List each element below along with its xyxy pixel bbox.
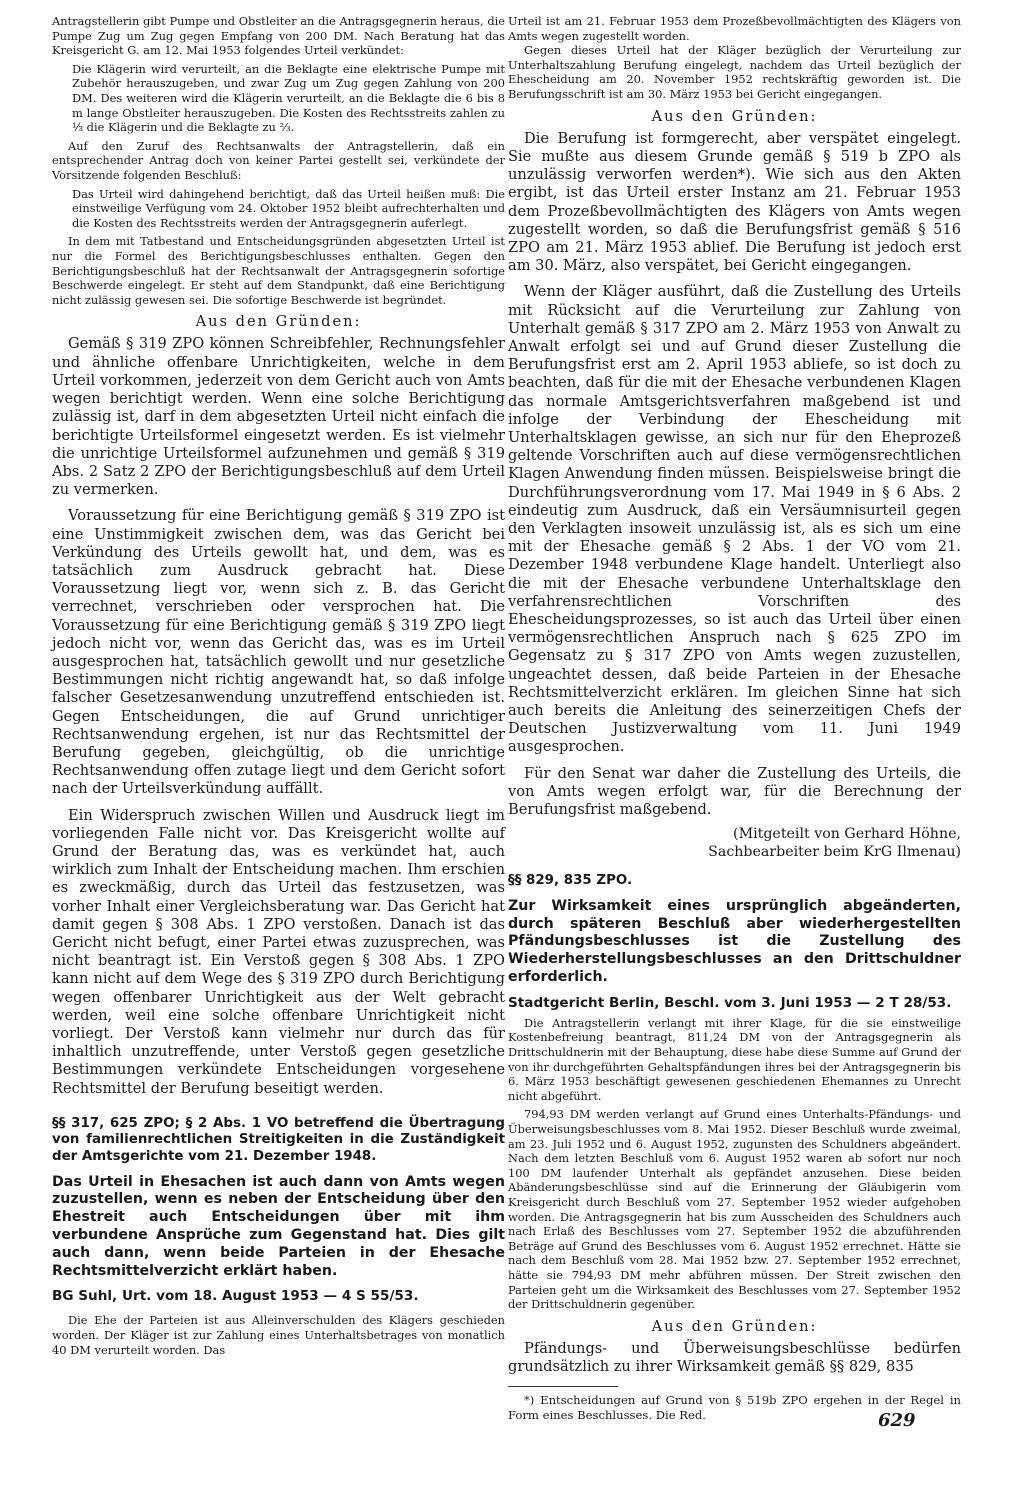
headnote: Zur Wirksamkeit eines ursprünglich abgeänderten, durch späteren Beschluß aber wiederhergestellten Pfändungsbeschlusses ist die Zustellung des Wiederherstellungsbeschlusses an den Drittschuldner erforderlich. bbox=[508, 897, 961, 986]
paragraph: Antragstellerin gibt Pumpe und Obstleiter an die Antragsgegnerin heraus, die Pumpe Zug um Zug gegen Empfang von 200 DM. Nach Beratung hat das Kreisgericht G. am 12. Mai 1953 folgendes Urteil verkündet: bbox=[52, 14, 505, 58]
section-heading: Aus den Gründen: bbox=[195, 313, 362, 331]
paragraph: Für den Senat war daher die Zustellung des Urteils, die von Amts wegen erfolgt war, für die Berechnung der Berufungsfrist maßgebend. bbox=[508, 764, 961, 819]
quoted-judgment: Die Klägerin wird verurteilt, an die Beklagte eine elektrische Pumpe mit Zubehör herauszugeben, und zwar Zug um Zug gegen Zahlung von 200 DM. Des weiteren wird die Klägerin verurteilt, an die Beklagte die 6 bis 8 m lange Obstleiter herauszugeben. Die Kosten des Rechtsstreits zahlen zu ⅓ die Klägerin und die Beklagte zu ⅔. bbox=[72, 61, 505, 135]
paragraph: Wenn der Kläger ausführt, daß die Zustellung des Urteils mit Rücksicht auf die Verurteilung zur Zahlung von Unterhalt gemäß § 317 ZPO am 2. März 1953 von Anwalt zu Anwalt erfolgt sei und auf Grund dieser Zustellung die Berufungsfrist erst am 2. April 1953 abliefe, so ist doch zu beachten, daß für die mit der Ehesache verbundenen Klagen das normale Amtsgerichtsverfahren maßgebend ist und infolge der Verbindung der Ehescheidung mit Unterhaltsklagen gewisse, an sich nur für den Eheprozeß geltende Vorschriften auch auf diese vermögensrechtlichen Klagen Anwendung finden müssen. Beispielsweise bringt die Durchführungsverordnung vom 17. Mai 1949 in § 6 Abs. 2 eindeutig zum Ausdruck, daß ein Versäumnisurteil gegen den Verklagten insoweit unzulässig ist, als es sich um eine mit der Ehesache gemäß § 2 Abs. 1 der VO vom 21. Dezember 1948 verbundene Klage handelt. Unterliegt also die mit der Ehesache verbundene Unterhaltsklage den verfahrensrechtlichen Vorschriften des Ehescheidungsprozesses, so ist auch das Urteil über einen vermögensrechtlichen Anspruch nach § 625 ZPO im Gegensatz zu § 317 ZPO von Amts wegen zuzustellen, ungeachtet dessen, daß beide Parteien in der Ehesache Rechtsmittelverzicht erklären. Im gleichen Sinne hat sich auch bereits die Anleitung des seinerzeitigen Chefs der Deutschen Justizverwaltung vom 11. Juni 1949 ausgesprochen. bbox=[508, 283, 961, 756]
paragraph: Urteil ist am 21. Februar 1953 dem Prozeßbevollmächtigten des Klägers von Amts wegen zugestellt worden. bbox=[508, 14, 961, 43]
paragraph: Die Ehe der Parteien ist aus Alleinverschulden des Klägers geschieden worden. Der Kläger ist zur Zahlung eines Unterhaltsbetrages von monatlich 40 DM verurteilt worden. Das bbox=[52, 1313, 505, 1357]
left-column bbox=[52, 14, 505, 1357]
section-heading: Aus den Gründen: bbox=[651, 1317, 818, 1335]
page-number: 629 bbox=[878, 1410, 916, 1431]
quoted-decision: Das Urteil wird dahingehend berichtigt, daß das Urteil heißen muß: Die einstweilige Verfügung vom 24. Oktober 1952 bleibt aufrechterhalten und die Kosten des Rechtsstreits werden der Antragsgegnerin auferlegt. bbox=[72, 186, 505, 230]
paragraph: In dem mit Tatbestand und Entscheidungsgründen abgesetzten Urteil ist nur die Formel des Berichtigungsbeschlusses enthalten. Gegen den Berichtigungsbeschluß hat der Rechtsanwalt der Antragsgegnerin sofortige Beschwerde eingelegt. Er steht auf dem Standpunkt, daß eine Berichtigung nicht zulässig gewesen sei. Die sofortige Beschwerde ist begründet. bbox=[52, 234, 505, 307]
headnote: Das Urteil in Ehesachen ist auch dann von Amts wegen zuzustellen, wenn es neben der Entscheidung über den Ehestreit auch Entscheidungen über mit ihm verbundene Ansprüche zum Gegenstand hat. Dies gilt auch dann, wenn beide Parteien in der Ehesache Rechtsmittelverzicht erklärt haben. bbox=[52, 1173, 505, 1279]
paragraph: Die Antragstellerin verlangt mit ihrer Klage, für die sie einstweilige Kostenbefreiung beantragt, 811,24 DM von der Antragsgegnerin als Drittschuldnerin mit der Behauptung, diese habe diese Summe auf Grund der von ihr durchgeführten Gehaltspfändungen ihres bei der Antragsgegnerin bis 6. März 1953 beschäftigt gewesenen geschiedenen Ehemannes zu Unrecht nicht abgeführt. bbox=[508, 1015, 961, 1103]
footnote-divider bbox=[508, 1386, 618, 1387]
paragraph: 794,93 DM werden verlangt auf Grund eines Unterhalts-Pfändungs- und Überweisungsbeschlusses vom 8. Mai 1952. Dieser Beschluß wurde zweimal, am 23. Juli 1952 und 6. August 1952, zugunsten des Schuldners abgeändert. Nach dem letzten Beschluß vom 6. August 1952 waren ab sofort nur noch 100 DM laufender Unterhalt als gepfändet anzusehen. Diese beiden Abänderungsbeschlüsse sind auf die Erinnerung der Gläubigerin vom Kreisgericht durch Beschluß vom 27. September 1952 wieder aufgehoben worden. Die Antragsgegnerin hat bis zum Ausscheiden des Schuldners auch nach Erlaß des Beschlusses vom 27. September 1952 die abzuführenden Beträge auf Grund des Beschlusses vom 6. August 1952 errechnet. Hätte sie nach dem Beschluß vom 28. Mai 1952 bzw. 27. September 1952 errechnet, hätte sie 794,93 DM mehr abführen müssen. Der Streit zwischen den Parteien geht um die Wirksamkeit des Beschlusses vom 27. September 1952 der Drittschuldnerin gegenüber. bbox=[508, 1107, 961, 1312]
attribution bbox=[508, 825, 961, 861]
paragraph: Gegen dieses Urteil hat der Kläger bezüglich der Verurteilung zur Unterhaltszahlung Berufung eingelegt, nachdem das Urteil bezüglich der Ehescheidung am 20. November 1952 rechtskräftig geworden ist. Die Berufungsschrift ist am 30. März 1953 bei Gericht eingegangen. bbox=[508, 43, 961, 101]
court-citation: BG Suhl, Urt. vom 18. August 1953 — 4 S 55/53. bbox=[52, 1288, 419, 1305]
law-reference: §§ 829, 835 ZPO. bbox=[508, 873, 633, 889]
paragraph: Voraussetzung für eine Berichtigung gemäß § 319 ZPO ist eine Unstimmigkeit zwischen dem, was das Gericht bei Verkündung des Urteils gewollt hat, und dem, was es tatsächlich zum Ausdruck gebracht hat. Diese Voraussetzung liegt vor, wenn sich z. B. das Gericht verrechnet, verschrieben oder versprochen hat. Die Voraussetzung für eine Berichtigung gemäß § 319 ZPO liegt jedoch nicht vor, wenn das Gericht das, was es im Urteil ausgesprochen hat, tatsächlich gewollt und nur gesetzliche Bestimmungen nicht richtig angewandt hat, so daß infolge falscher Gesetzesanwendung unzutreffend entschieden ist. Gegen Entscheidungen, die auf Grund unrichtiger Rechtsanwendung ergehen, ist nur das Rechtsmittel der Berufung gegeben, gleichgültig, ob die unrichtige Rechtsanwendung offen zutage liegt und dem Gericht sofort nach der Urteilsverkündung auffällt. bbox=[52, 507, 505, 798]
law-reference: §§ 317, 625 ZPO; § 2 Abs. 1 VO betreffend die Übertragung von familienrechtlichen Streitigkeiten in die Zuständigkeit der Amtsgerichte vom 21. Dezember 1948. bbox=[52, 1115, 505, 1164]
footnote: *) Entscheidungen auf Grund von § 519b ZPO ergehen in der Regel in Form eines Beschlusses. Die Red. bbox=[508, 1393, 961, 1423]
paragraph: Die Berufung ist formgerecht, aber verspätet eingelegt. Sie mußte aus diesem Grunde gemäß § 519 b ZPO als unzulässig verworfen werden*). Wie sich aus den Akten ergibt, ist das Urteil erster Instanz am 21. Februar 1953 dem Prozeßbevollmächtigten des Klägers von Amts wegen zugestellt worden, so daß die Berufungsfrist gemäß § 516 ZPO am 21. März 1953 ablief. Die Berufung ist jedoch erst am 30. März, also verspätet, bei Gericht eingegangen. bbox=[508, 129, 961, 275]
paragraph: Auf den Zuruf des Rechtsanwalts der Antragstellerin, daß ein entsprechender Antrag doch von keiner Partei gestellt sei, verkündete der Vorsitzende folgenden Beschluß: bbox=[52, 138, 505, 182]
attribution-line: Sachbearbeiter beim KrG Ilmenau) bbox=[708, 844, 961, 861]
court-citation: Stadtgericht Berlin, Beschl. vom 3. Juni 1953 — 2 T 28/53. bbox=[508, 994, 952, 1011]
right-column bbox=[508, 14, 961, 1423]
section-heading: Aus den Gründen: bbox=[651, 107, 818, 125]
paragraph: Ein Widerspruch zwischen Willen und Ausdruck liegt im vorliegenden Falle nicht vor. Das Kreisgericht wollte auf Grund der Beratung das, was es verkündet hat, auch wirklich zum Inhalt der Entscheidung machen. Ihm erschien es zweckmäßig, durch das Urteil das festzusetzen, was vorher Inhalt einer Vergleichsberatung war. Das Gericht hat damit gegen § 308 Abs. 1 ZPO verstoßen. Danach ist das Gericht nicht befugt, einer Partei etwas zuzusprechen, was nicht beantragt ist. Ein Verstoß gegen § 308 Abs. 1 ZPO kann nicht auf dem Wege des § 319 ZPO durch Berichtigung wegen offenbarer Unrichtigkeit aus der Welt gebracht werden, weil eine solche offenbare Unrichtigkeit nicht vorliegt. Der Verstoß kann vielmehr nur durch das für inhaltlich unzutreffende, unter Verstoß gegen gesetzliche Bestimmungen verkündete Entscheidungen vorgesehene Rechtsmittel der Berufung beseitigt werden. bbox=[52, 806, 505, 1097]
paragraph: Pfändungs- und Überweisungsbeschlüsse bedürfen grundsätzlich zu ihrer Wirksamkeit gemäß §§ 829, 835 bbox=[508, 1339, 961, 1376]
paragraph: Gemäß § 319 ZPO können Schreibfehler, Rechnungsfehler und ähnliche offenbare Unrichtigkeiten, welche in dem Urteil vorkommen, jederzeit von dem Gericht auch von Amts wegen berichtigt werden. Wenn eine solche Berichtigung zulässig ist, darf in dem abgesetzten Urteil nicht einfach die berichtigte Urteilsformel eingesetzt werden. Es ist vielmehr die unrichtige Urteilsformel aufzunehmen und gemäß § 319 Abs. 2 Satz 2 ZPO der Berichtigungsbeschluß auf dem Urteil zu vermerken. bbox=[52, 335, 505, 499]
attribution-line: (Mitgeteilt von Gerhard Höhne, bbox=[733, 826, 961, 843]
